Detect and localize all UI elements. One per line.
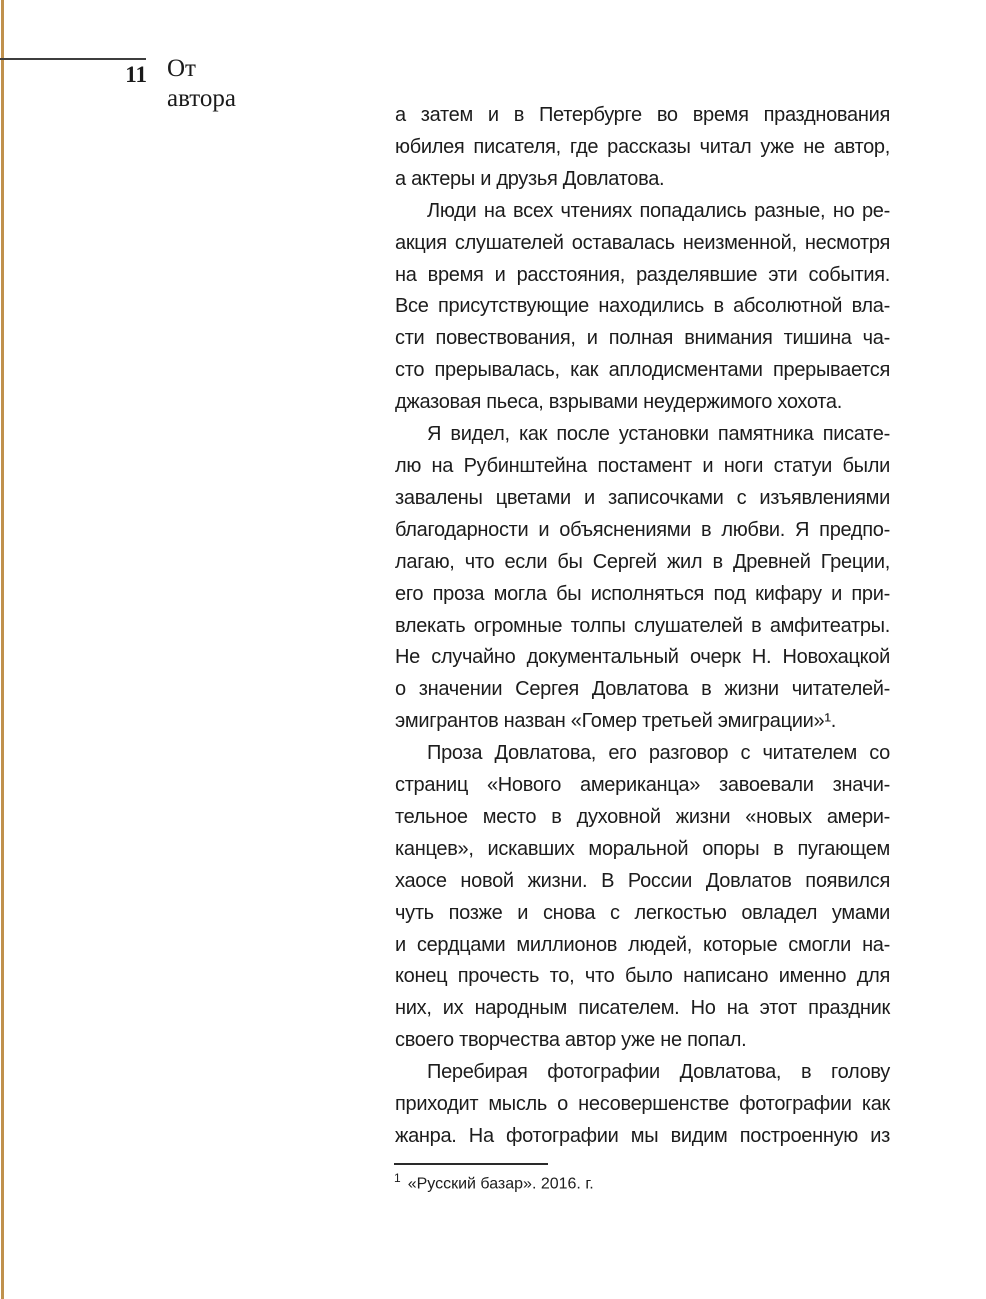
text-line: страниц «Нового американца» завоевали значи- (395, 774, 890, 797)
text-line: приходит мысль о несовершенстве фотографии как (395, 1093, 890, 1116)
text-line: тельное место в духовной жизни «новых амери- (395, 805, 890, 828)
text-line: а затем и в Петербурге во время празднования (395, 104, 890, 126)
text-line: чуть позже и снова с легкостью овладел умами (395, 901, 890, 924)
text-line: своего творчества автор уже не попал. (395, 1029, 747, 1052)
text-line: о значении Сергея Довлатова в жизни читателей- (395, 678, 890, 701)
text-line: эмигрантов назван «Гомер третьей эмиграции»¹. (395, 710, 836, 733)
text-line: канцев», искавших моральной опоры в пугающем (395, 837, 890, 860)
chapter-title (167, 54, 236, 114)
text-line: лю на Рубинштейна постамент и ноги статуи были (395, 454, 890, 477)
text-line: лагаю, что если бы Сергей жил в Древней Греции, (395, 550, 890, 573)
text-line: хаосе новой жизни. В России Довлатов появился (395, 869, 890, 892)
text-line: акция слушателей оставалась неизменной, несмотря (395, 231, 890, 254)
text-line: а актеры и друзья Довлатова. (395, 167, 665, 190)
text-line: конец прочесть то, что было написано именно для (395, 965, 890, 988)
text-line: на время и расстояния, разделявшие эти события. (395, 263, 890, 286)
chapter-title-line-2: автора (167, 85, 236, 112)
text-line: жанра. На фотографии мы видим построенную из (395, 1125, 890, 1147)
text-line: них, их народным писателем. Но на этот праздник (395, 997, 890, 1020)
text-line: сто прерывалась, как аплодисментами прерывается (395, 359, 890, 382)
text-line: Проза Довлатова, его разговор с читателем со (427, 742, 890, 765)
footnote-text: «Русский базар». 2016. г. (407, 1175, 594, 1193)
text-line: влекать огромные толпы слушателей в амфитеатры. (395, 614, 890, 637)
chapter-title-line-1: От (167, 55, 196, 82)
body-text (395, 100, 890, 1153)
header-rule (0, 58, 146, 60)
text-line: его проза могла бы исполняться под кифару и при- (395, 582, 890, 605)
text-line: и сердцами миллионов людей, которые смогли на- (395, 933, 890, 956)
footnote-marker: 1 (394, 1171, 401, 1185)
footnote (394, 1171, 594, 1193)
text-line: Все присутствующие находились в абсолютной вла- (395, 295, 890, 318)
left-accent-bar (1, 0, 4, 1299)
text-line: завалены цветами и записочками с изъявлениями (395, 486, 890, 509)
text-line: Не случайно документальный очерк Н. Новохацкой (395, 646, 890, 669)
text-line: джазовая пьеса, взрывами неудержимого хохота. (395, 391, 843, 414)
text-line: юбилея писателя, где рассказы читал уже не автор, (395, 135, 890, 158)
text-line: Перебирая фотографии Довлатова, в голову (427, 1061, 890, 1084)
page-number: 11 (125, 62, 147, 87)
footnote-rule (394, 1163, 548, 1165)
text-line: сти повествования, и полная внимания тишина ча- (395, 327, 890, 350)
text-line: благодарности и объяснениями в любви. Я предпо- (395, 518, 890, 541)
text-line: Я видел, как после установки памятника писате- (427, 423, 890, 446)
text-line: Люди на всех чтениях попадались разные, но ре- (427, 199, 890, 222)
